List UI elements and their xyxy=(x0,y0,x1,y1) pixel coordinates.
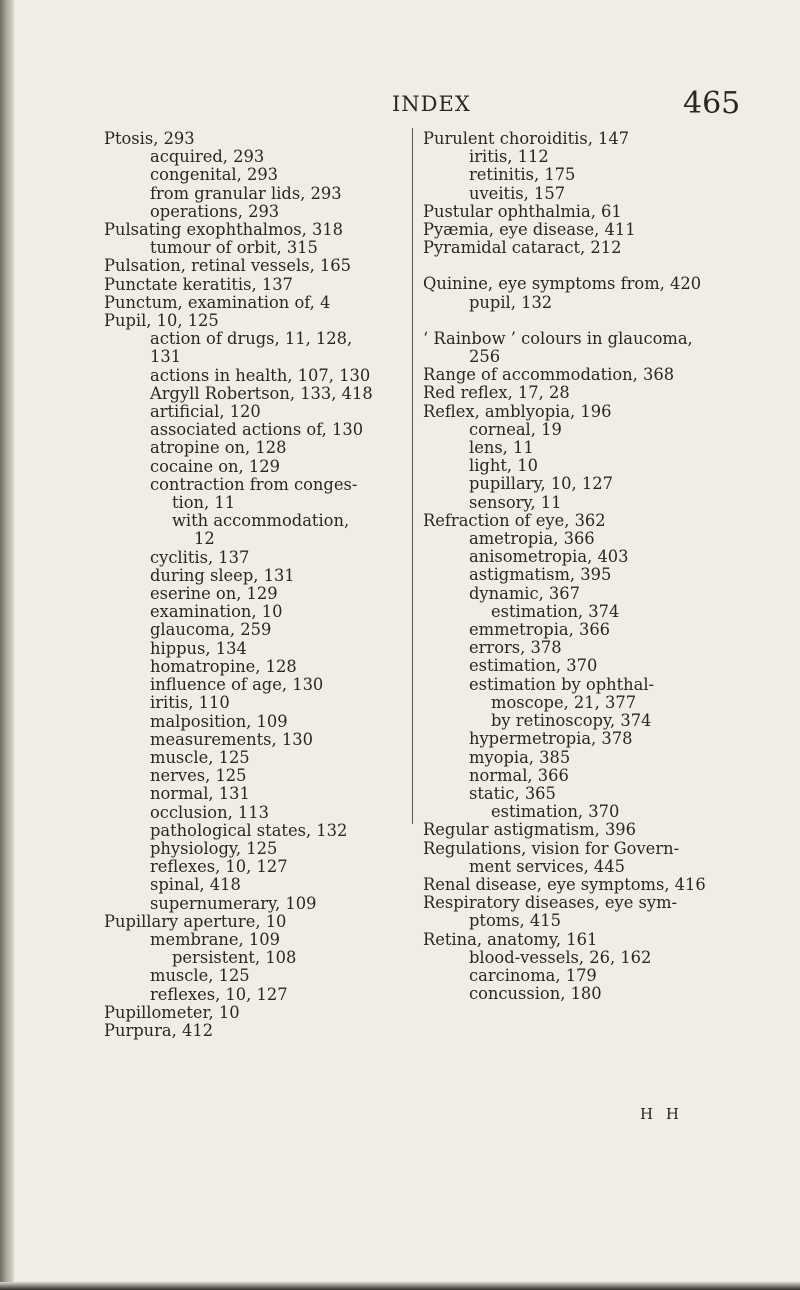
index-column-left xyxy=(104,130,404,1040)
index-subentry: reflexes, 10, 127 xyxy=(150,857,288,877)
index-subentry: 256 xyxy=(469,347,501,367)
index-heading: Pupil, 10, 125 xyxy=(104,311,219,331)
index-subentry: reflexes, 10, 127 xyxy=(150,984,288,1004)
index-subentry: myopia, 385 xyxy=(469,747,571,767)
index-subentry: operations, 293 xyxy=(150,201,280,221)
index-subentry: spinal, 418 xyxy=(150,875,241,895)
index-subentry: lens, 11 xyxy=(469,438,534,458)
index-subentry: congenital, 293 xyxy=(150,165,279,185)
index-subentry: 12 xyxy=(194,529,215,549)
index-subentry: estimation, 370 xyxy=(491,802,620,822)
index-heading: Punctum, examination of, 4 xyxy=(104,292,331,312)
index-heading: Renal disease, eye symptoms, 416 xyxy=(423,874,706,894)
index-heading: ‘ Rainbow ’ colours in glaucoma, xyxy=(423,328,693,348)
column-divider xyxy=(412,128,413,824)
index-subentry: pathological states, 132 xyxy=(150,820,348,840)
index-heading: Regular astigmatism, 396 xyxy=(423,820,637,840)
index-heading: Reflex, amblyopia, 196 xyxy=(423,401,612,421)
page-binding-edge xyxy=(0,0,14,1290)
index-subentry: from granular lids, 293 xyxy=(150,183,342,203)
index-subentry: tion, 11 xyxy=(172,493,236,513)
index-subentry: influence of age, 130 xyxy=(150,675,324,695)
index-subentry: errors, 378 xyxy=(469,638,562,658)
index-subentry: supernumerary, 109 xyxy=(150,893,317,913)
index-subentry: Argyll Robertson, 133, 418 xyxy=(150,383,373,403)
index-subentry: uveitis, 157 xyxy=(469,183,566,203)
index-subentry: estimation, 374 xyxy=(491,601,620,621)
index-subentry: estimation, 370 xyxy=(469,656,598,676)
index-subentry: pupil, 132 xyxy=(469,292,553,312)
index-subentry: hypermetropia, 378 xyxy=(469,729,633,749)
index-subentry: concussion, 180 xyxy=(469,984,602,1004)
index-column-right xyxy=(423,130,748,1003)
index-subentry: astigmatism, 395 xyxy=(469,565,612,585)
index-subentry: static, 365 xyxy=(469,783,556,803)
index-subentry: physiology, 125 xyxy=(150,838,278,858)
index-subentry: tumour of orbit, 315 xyxy=(150,238,318,258)
index-subentry: examination, 10 xyxy=(150,602,283,622)
index-subentry: hippus, 134 xyxy=(150,638,247,658)
index-heading: Pustular ophthalmia, 61 xyxy=(423,201,622,221)
index-subentry: dynamic, 367 xyxy=(469,583,581,603)
index-heading: Purulent choroiditis, 147 xyxy=(423,129,630,148)
index-subentry: malposition, 109 xyxy=(150,711,288,731)
index-subentry: contraction from conges- xyxy=(150,474,358,494)
index-subentry: persistent, 108 xyxy=(172,948,297,968)
index-subentry: retinitis, 175 xyxy=(469,165,576,185)
index-heading: Pulsation, retinal vessels, 165 xyxy=(104,256,352,276)
index-subentry: muscle, 125 xyxy=(150,747,250,767)
index-heading: Pyæmia, eye disease, 411 xyxy=(423,220,636,240)
index-subentry: homatropine, 128 xyxy=(150,656,297,676)
page-header xyxy=(0,86,800,126)
index-subentry: light, 10 xyxy=(469,456,538,476)
index-heading: Pupillometer, 10 xyxy=(104,1002,240,1022)
index-subentry: occlusion, 113 xyxy=(150,802,270,822)
index-heading: Range of accommodation, 368 xyxy=(423,365,675,385)
index-subentry: cyclitis, 137 xyxy=(150,547,250,567)
index-subentry: eserine on, 129 xyxy=(150,584,278,604)
index-subentry: ptoms, 415 xyxy=(469,911,561,931)
index-subentry: corneal, 19 xyxy=(469,419,562,439)
index-subentry: normal, 131 xyxy=(150,784,250,804)
page-number: 465 xyxy=(683,86,741,121)
index-subentry: associated actions of, 130 xyxy=(150,420,364,440)
index-subentry: actions in health, 107, 130 xyxy=(150,365,371,385)
index-subentry: moscope, 21, 377 xyxy=(491,692,637,712)
running-head: INDEX xyxy=(392,92,471,116)
index-heading: Purpura, 412 xyxy=(104,1020,214,1040)
index-subentry: acquired, 293 xyxy=(150,147,265,167)
index-subentry: by retinoscopy, 374 xyxy=(491,711,652,731)
index-subentry: artificial, 120 xyxy=(150,402,261,422)
index-subentry: cocaine on, 129 xyxy=(150,456,280,476)
index-subentry: carcinoma, 179 xyxy=(469,965,597,985)
index-heading: Pyramidal cataract, 212 xyxy=(423,238,622,258)
index-subentry: with accommodation, xyxy=(172,511,350,531)
index-heading: Punctate keratitis, 137 xyxy=(104,274,293,294)
index-heading: Pupillary aperture, 10 xyxy=(104,911,287,931)
index-heading: Quinine, eye symptoms from, 420 xyxy=(423,274,702,294)
index-subentry: blood-vessels, 26, 162 xyxy=(469,947,652,967)
index-subentry: iritis, 110 xyxy=(150,693,230,713)
index-subentry: ametropia, 366 xyxy=(469,529,595,549)
index-subentry: nerves, 125 xyxy=(150,766,247,786)
index-subentry: muscle, 125 xyxy=(150,966,250,986)
index-subentry: emmetropia, 366 xyxy=(469,620,611,640)
index-heading: Retina, anatomy, 161 xyxy=(423,929,598,949)
index-subentry: during sleep, 131 xyxy=(150,565,295,585)
index-subentry: measurements, 130 xyxy=(150,729,313,749)
index-subentry: ment services, 445 xyxy=(469,856,625,876)
index-subentry: pupillary, 10, 127 xyxy=(469,474,613,494)
index-subentry: glaucoma, 259 xyxy=(150,620,272,640)
index-heading: Refraction of eye, 362 xyxy=(423,510,606,530)
index-heading: Respiratory diseases, eye sym- xyxy=(423,893,678,913)
index-heading: Ptosis, 293 xyxy=(104,129,195,148)
index-subentry: anisometropia, 403 xyxy=(469,547,629,567)
page-bottom-edge xyxy=(0,1282,800,1290)
index-heading: Red reflex, 17, 28 xyxy=(423,383,570,403)
index-heading: Regulations, vision for Govern- xyxy=(423,838,680,858)
index-subentry: sensory, 11 xyxy=(469,492,562,512)
index-subentry: iritis, 112 xyxy=(469,147,549,167)
index-subentry: normal, 366 xyxy=(469,765,569,785)
index-subentry: estimation by ophthal- xyxy=(469,674,655,694)
signature-mark: H H xyxy=(640,1105,683,1123)
index-subentry: 131 xyxy=(150,347,182,367)
index-heading: Pulsating exophthalmos, 318 xyxy=(104,220,344,240)
index-subentry: action of drugs, 11, 128, xyxy=(150,329,353,349)
index-subentry: atropine on, 128 xyxy=(150,438,287,458)
index-subentry: membrane, 109 xyxy=(150,929,280,949)
